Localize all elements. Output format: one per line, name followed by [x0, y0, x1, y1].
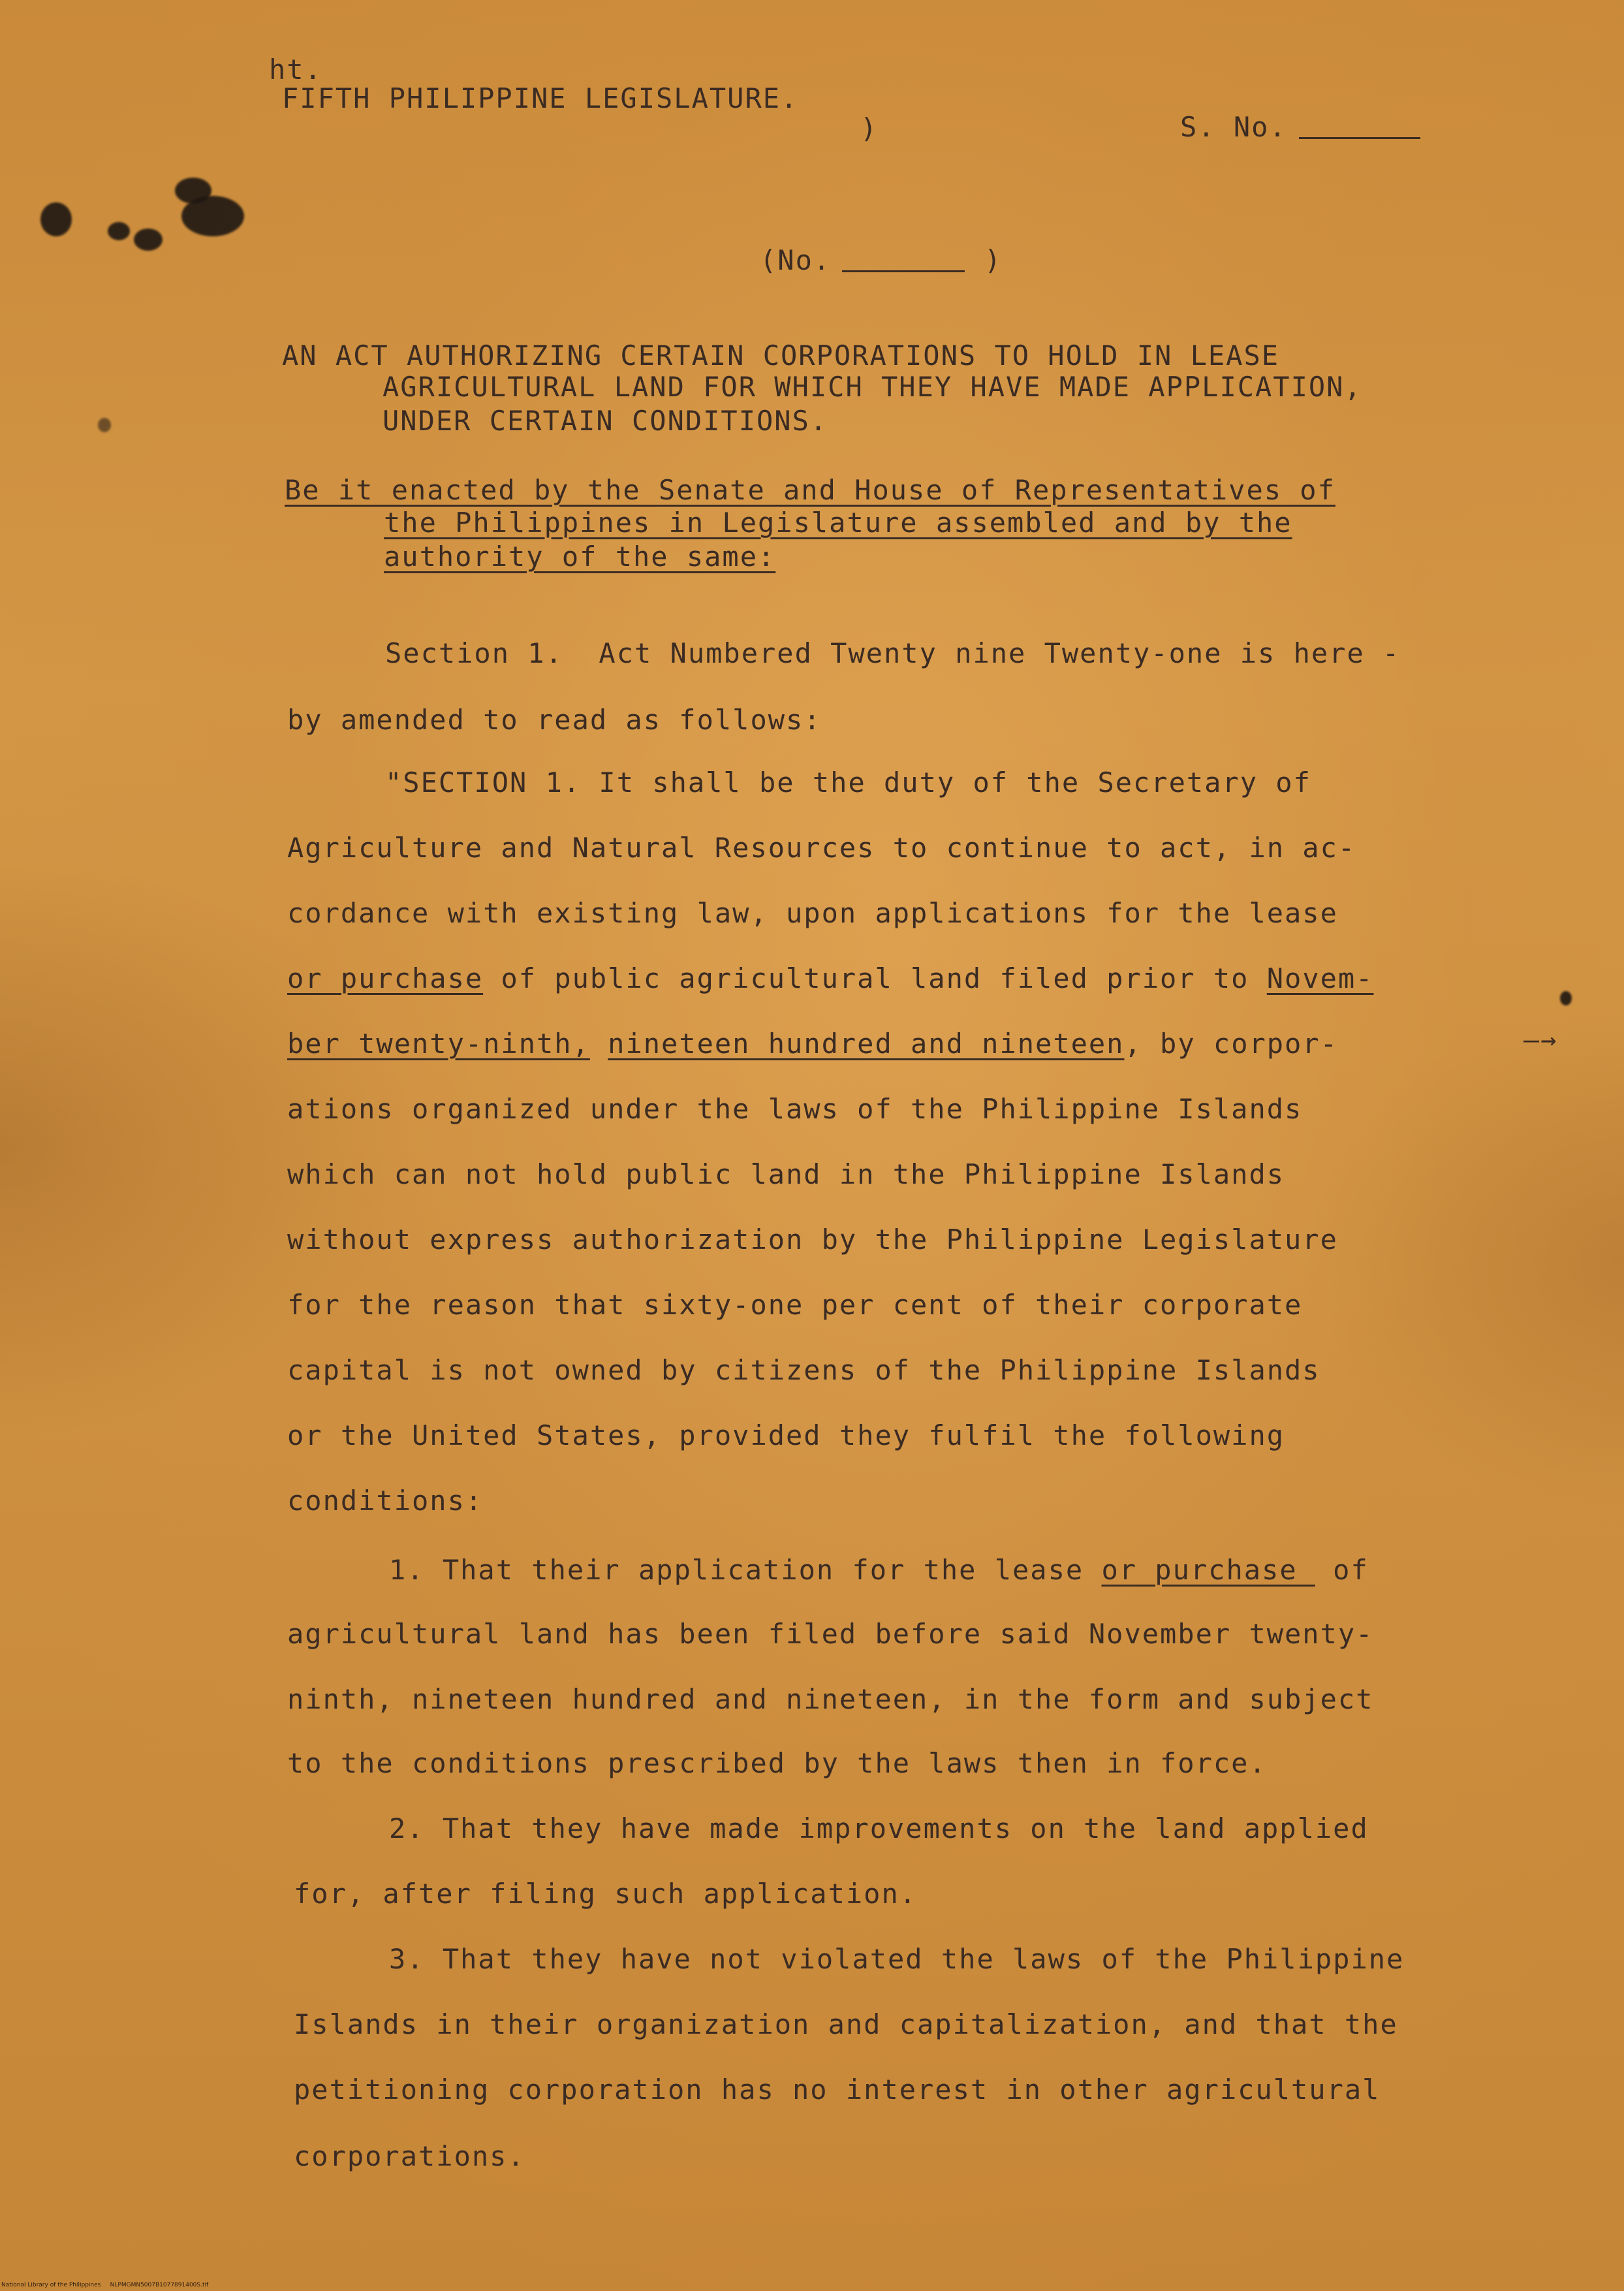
body-line: Agriculture and Natural Resources to continue to act, in ac-	[287, 832, 1356, 864]
body-line: "SECTION 1. It shall be the duty of the Secretary of	[385, 766, 1311, 798]
underlined-phrase: or purchase	[1101, 1554, 1315, 1586]
body-line: by amended to read as follows:	[287, 704, 822, 736]
margin-arrow: —→	[1523, 1025, 1558, 1055]
body-line: ninth, nineteen hundred and nineteen, in the form and subject	[287, 1683, 1374, 1715]
act-number-blank	[842, 270, 965, 272]
enacting-clause-line-1: Be it enacted by the Senate and House of Representatives of	[285, 474, 1335, 506]
body-line: Islands in their organization and capitalization, and that the	[294, 2008, 1398, 2040]
condition-2-line: 2. That they have made improvements on the land applied	[389, 1812, 1369, 1844]
underlined-phrase: or purchase	[287, 962, 484, 994]
heading-bracket: )	[860, 112, 879, 144]
act-title-line-1: AN ACT AUTHORIZING CERTAIN CORPORATIONS TO HOLD IN LEASE	[282, 340, 1280, 371]
act-title-line-2: AGRICULTURAL LAND FOR WHICH THEY HAVE MADE APPLICATION,	[383, 371, 1362, 403]
body-line: to the conditions prescribed by the laws then in force.	[287, 1747, 1267, 1779]
body-line	[287, 962, 1373, 994]
body-line: petitioning corporation has no interest in other agricultural	[294, 2074, 1381, 2106]
header-fragment: ht.	[269, 54, 322, 86]
body-line: Section 1. Act Numbered Twenty nine Twenty-one is here -	[385, 637, 1401, 669]
underlined-phrase: Novem-	[1266, 962, 1374, 994]
body-line	[287, 1028, 1338, 1060]
ink-stain	[98, 418, 111, 432]
act-title-line-3: UNDER CERTAIN CONDITIONS.	[383, 405, 828, 437]
body-line: for, after filing such application.	[294, 1878, 918, 1910]
body-line: or the United States, provided they fulfil the following	[287, 1419, 1285, 1451]
condition-1-line	[389, 1554, 1369, 1586]
underlined-phrase: ber twenty-ninth,	[287, 1028, 590, 1060]
body-line: ations organized under the laws of the Philippine Islands	[287, 1093, 1303, 1125]
body-line: without express authorization by the Philippine Legislature	[287, 1224, 1338, 1256]
senate-number-blank	[1299, 137, 1420, 139]
body-text: of	[1315, 1554, 1369, 1586]
ink-stain	[40, 202, 72, 236]
body-line: conditions:	[287, 1485, 484, 1517]
body-text	[590, 1028, 608, 1060]
condition-3-line: 3. That they have not violated the laws of the Philippine	[389, 1943, 1405, 1975]
underlined-phrase: nineteen hundred and nineteen	[608, 1028, 1125, 1060]
ink-stain	[108, 222, 130, 240]
body-text: 1. That their application for the lease	[389, 1554, 1102, 1586]
senate-number-label: S. No.	[1180, 111, 1287, 143]
legislature-heading: FIFTH PHILIPPINE LEGISLATURE.	[282, 82, 799, 114]
body-line: for the reason that sixty-one per cent of their corporate	[287, 1289, 1303, 1321]
act-number-label: (No.	[760, 244, 832, 276]
enacting-clause-line-2: the Philippines in Legislature assembled and by the	[384, 507, 1292, 539]
ink-stain	[1560, 991, 1572, 1005]
body-line: cordance with existing law, upon applications for the lease	[287, 897, 1338, 929]
body-line: capital is not owned by citizens of the Philippine Islands	[287, 1354, 1320, 1386]
body-text: of public agricultural land filed prior to	[483, 962, 1267, 994]
body-line: corporations.	[294, 2140, 525, 2172]
body-text: , by corpor-	[1124, 1028, 1338, 1060]
act-number-close: )	[984, 244, 1003, 276]
body-line: agricultural land has been filed before said November twenty-	[287, 1618, 1374, 1650]
enacting-clause-line-3: authority of the same:	[384, 541, 776, 573]
ink-stain	[181, 196, 244, 236]
body-line: which can not hold public land in the Philippine Islands	[287, 1158, 1285, 1190]
ink-stain	[134, 229, 163, 251]
archive-footer: National Library of the Philippines NLPMGMN5007B1077891400S.tif	[1, 2282, 209, 2288]
